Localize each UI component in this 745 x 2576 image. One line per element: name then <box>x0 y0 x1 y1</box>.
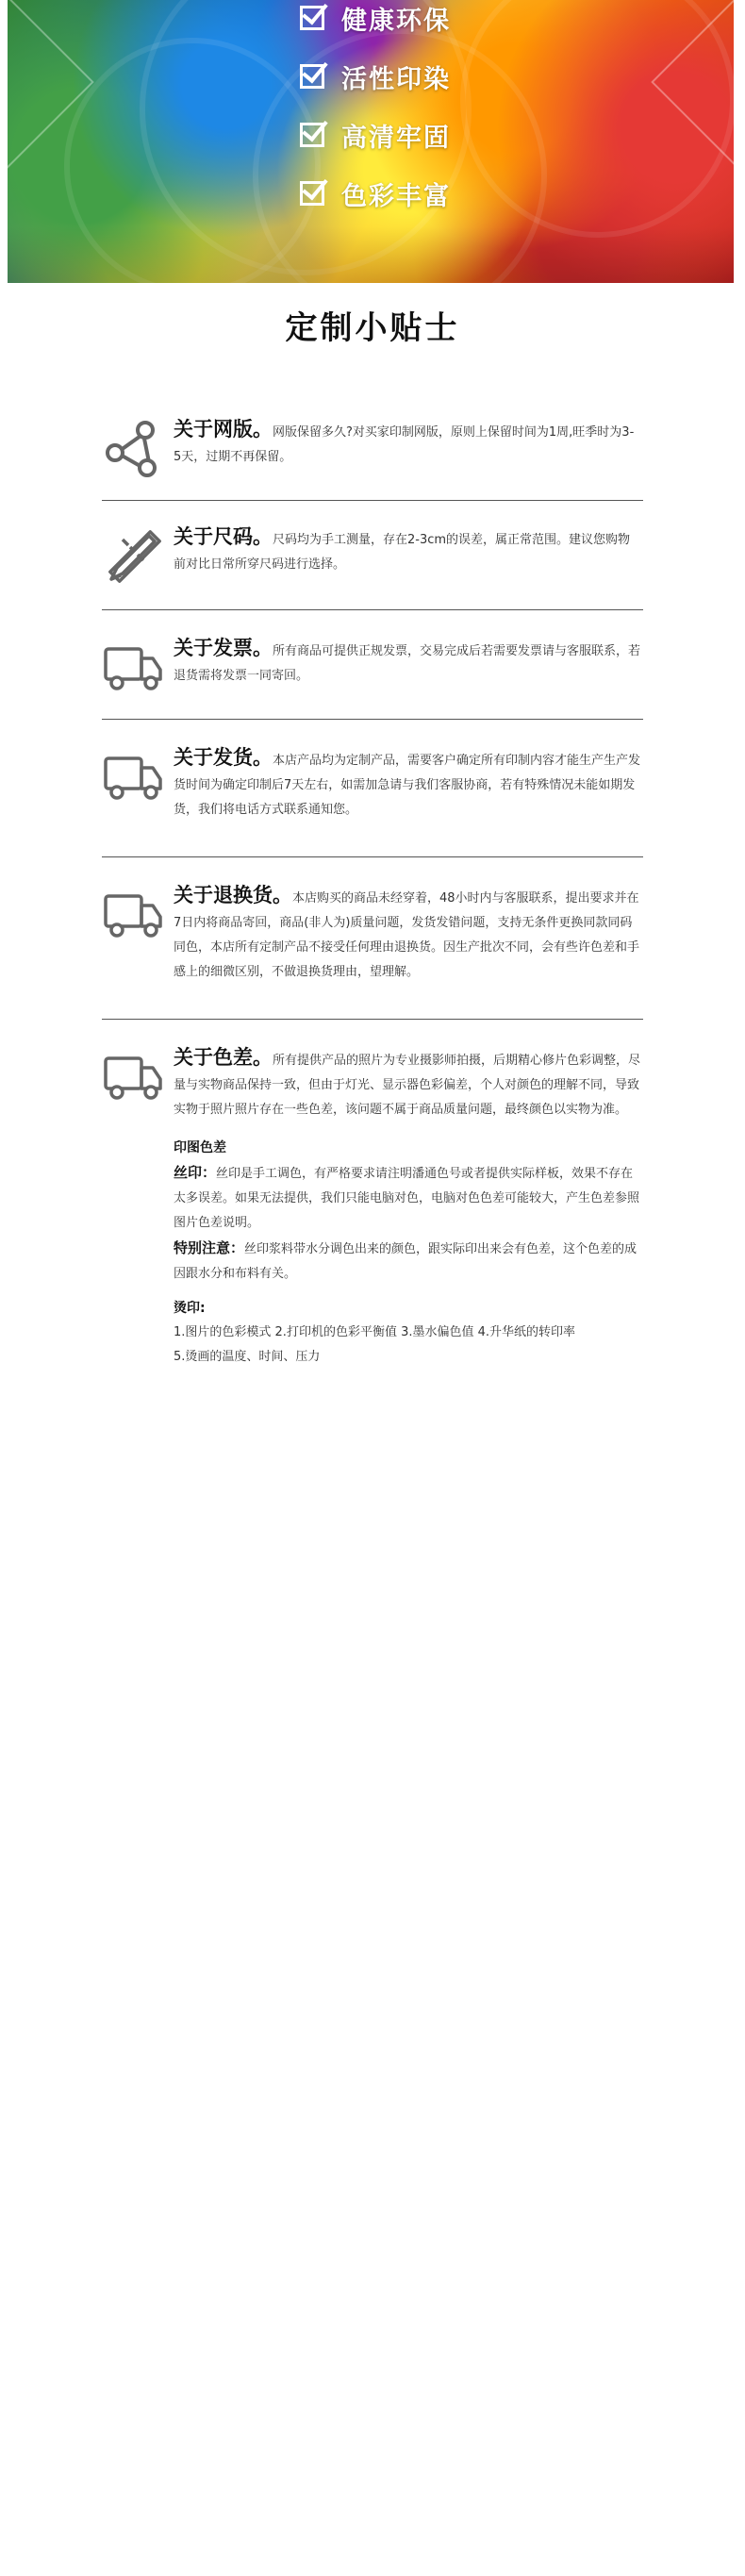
special-note-text: 丝印浆料带水分调色出来的颜色，跟实际印出来会有色差，这个色差的成因跟水分和布料有关。 <box>174 1242 637 1281</box>
feature-item: 健康环保 <box>300 0 451 47</box>
tip-heading: 关于发货。 <box>174 746 273 769</box>
tip-text: 所有商品可提供正规发票，交易完成后若需要发票请与客服联系，若退货需将发票一同寄回。 <box>174 644 641 683</box>
checkbox-icon <box>300 6 324 30</box>
print-color-title: 印图色差 <box>174 1140 226 1155</box>
tip-size <box>102 524 641 577</box>
tip-text: 本店购买的商品未经穿着，48小时内与客服联系，提出要求并在7日内将商品寄回，商品(非人为)质量问题，发货发错问题，支持无条件更换同款同码同色，本店所有定制产品不接受任何理由退换货。因生产批次不同，会有些许色差和手感上的细微区别，不做退换货理由，望理解。 <box>174 891 640 979</box>
tip-text: 网版保留多久?对买家印制网版，原则上保留时间为1周,旺季时为3-5天，过期不再保留。 <box>174 425 635 464</box>
truck-icon <box>102 745 166 809</box>
truck-icon <box>102 883 166 947</box>
hero-banner <box>8 0 734 283</box>
tip-heading: 关于发票。 <box>174 637 273 659</box>
divider <box>102 1019 643 1020</box>
checkbox-icon <box>300 64 324 89</box>
pencil-ruler-icon <box>102 524 166 589</box>
tip-color-difference <box>102 1045 641 1370</box>
divider <box>102 609 643 610</box>
truck-icon <box>102 1045 166 1109</box>
feature-item: 活性印染 <box>300 47 451 106</box>
divider <box>102 856 643 857</box>
tip-shipping <box>102 745 641 823</box>
share-nodes-icon <box>102 417 166 481</box>
checkbox-icon <box>300 123 324 147</box>
tip-text: 本店产品均为定制产品，需要客户确定所有印制内容才能生产生产发货时间为确定印制后7天左右，如需加急请与我们客服协商，若有特殊情况未能如期发货，我们将电话方式联系通知您。 <box>174 754 641 817</box>
section-title <box>0 302 745 352</box>
tip-screen-plate <box>102 417 641 470</box>
hot-print-factors-line: 1.图片的色彩模式 2.打印机的色彩平衡值 3.墨水偏色值 4.升华纸的转印率 <box>174 1325 576 1339</box>
tip-heading: 关于退换货。 <box>174 884 292 906</box>
section-title-text: 定制小贴士 <box>285 309 460 347</box>
checkbox-icon <box>300 181 324 206</box>
feature-list <box>300 0 451 223</box>
truck-icon <box>102 636 166 700</box>
hot-print-title: 烫印: <box>174 1301 206 1316</box>
silk-label: 丝印： <box>174 1164 217 1181</box>
tip-heading: 关于尺码。 <box>174 525 273 548</box>
divider <box>102 719 643 720</box>
tip-heading: 关于网版。 <box>174 418 273 440</box>
tip-invoice <box>102 636 641 689</box>
feature-item: 高清牢固 <box>300 106 451 164</box>
tip-text: 所有提供产品的照片为专业摄影师拍摄，后期精心修片色彩调整，尽量与实物商品保持一致，但由于灯光、显示器色彩偏差，个人对颜色的理解不同，导致实物于照片照片存在一些色差，该问题不属于商品质量问题，最终颜色以实物为准。 <box>174 1054 641 1117</box>
divider <box>102 500 643 501</box>
hot-print-factors-line: 5.烫画的温度、时间、压力 <box>174 1350 321 1364</box>
special-note-label: 特别注意： <box>174 1239 245 1256</box>
feature-item: 色彩丰富 <box>300 164 451 223</box>
tip-heading: 关于色差。 <box>174 1046 273 1069</box>
tip-returns <box>102 883 641 985</box>
silk-text: 丝印是手工调色，有严格要求请注明潘通色号或者提供实际样板，效果不存在太多误差。如果无法提供，我们只能电脑对色，电脑对色色差可能较大，产生色差参照图片色差说明。 <box>174 1167 640 1230</box>
tip-text: 尺码均为手工测量，存在2-3cm的误差，属正常范围。建议您购物前对比日常所穿尺码进行选择。 <box>174 533 631 572</box>
